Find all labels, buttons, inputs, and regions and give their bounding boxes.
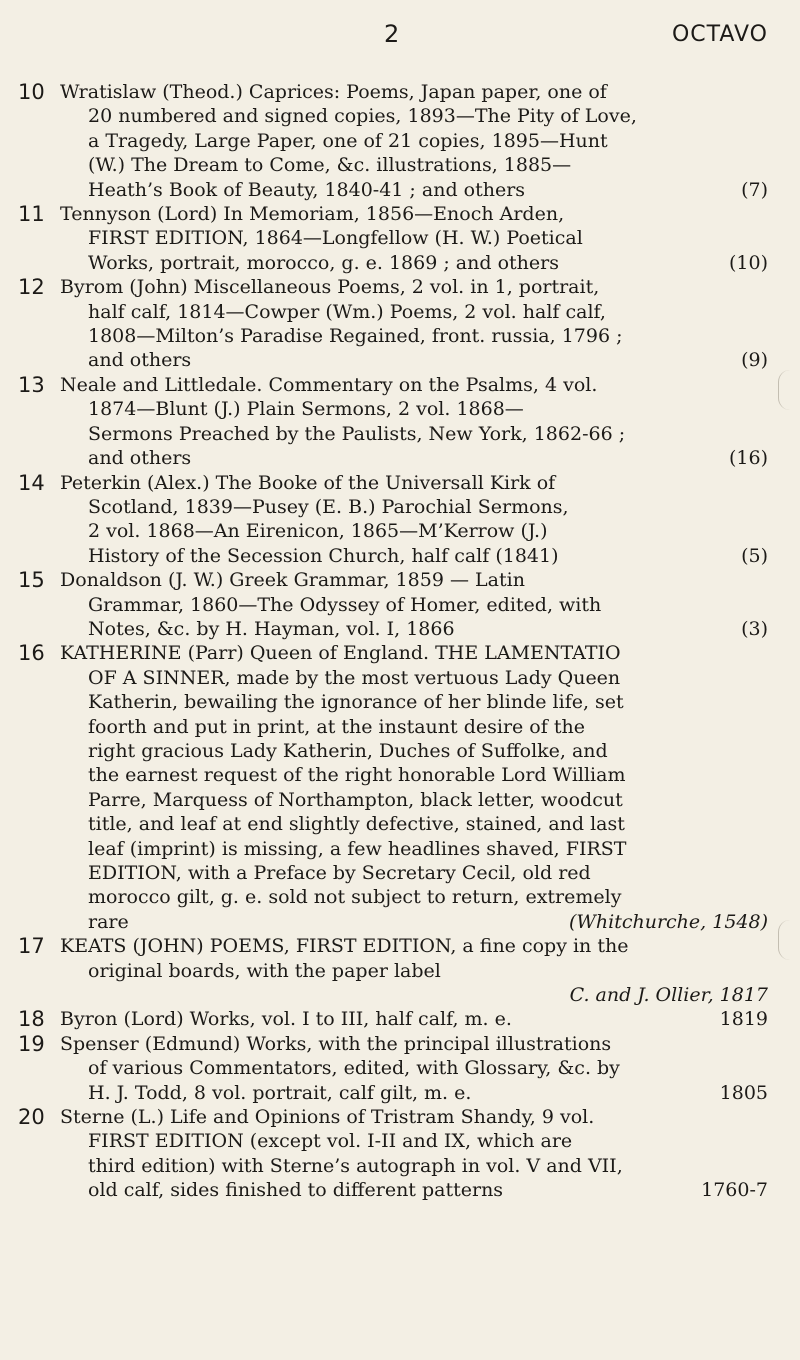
lot-number: 10 [18, 80, 45, 104]
lot-text-line [60, 690, 768, 714]
lot-text: foorth and put in print, at the instaunt desire of the [88, 715, 585, 738]
lot-text: Grammar, 1860—The Odyssey of Homer, edited, with [88, 593, 602, 616]
lot-entry [18, 80, 768, 202]
lot-entry [18, 202, 768, 275]
lot-text: and others [88, 447, 192, 470]
lot-text-line [60, 300, 768, 324]
lot-text: title, and leaf at end slightly defective, stained, and last [88, 813, 625, 836]
lot-text: 2 vol. 1868—An Eirenicon, 1865—M’Kerrow (J.) [88, 520, 548, 543]
lot-text: morocco gilt, g. e. sold not subject to return, extremely [88, 886, 622, 909]
lot-text-line [60, 1178, 768, 1202]
lot-text: FIRST EDITION, 1864—Longfellow (H. W.) Poetical [88, 227, 583, 250]
lot-text: third edition) with Sterne’s autograph in vol. V and VII, [88, 1154, 623, 1177]
lot-count: 1819 [719, 1008, 768, 1031]
lot-text: KATHERINE (Parr) Queen of England. THE LAMENTATIO [60, 642, 621, 665]
lot-text-line [60, 202, 768, 226]
lot-text: History of the Secession Church, half calf (1841) [88, 544, 559, 567]
lot-number: 12 [18, 275, 45, 300]
lot-text: old calf, sides finished to different patterns [88, 1179, 504, 1202]
lot-entry [18, 1105, 768, 1203]
lot-number: 18 [18, 1007, 45, 1032]
lot-text-line [60, 1105, 768, 1129]
lot-text: FIRST EDITION (except vol. I-II and IX, which are [88, 1130, 573, 1153]
lot-text-line [60, 1081, 768, 1105]
section-title: OCTAVO [671, 22, 768, 47]
lot-text: Heath’s Book of Beauty, 1840-41 ; and others [88, 178, 526, 201]
lot-text-line [60, 397, 768, 421]
lot-text: Peterkin (Alex.) The Booke of the Universall Kirk of [60, 471, 556, 494]
lot-number: 15 [18, 568, 45, 593]
lot-text-line [60, 568, 768, 592]
lot-entry [18, 275, 768, 373]
lot-text-line [60, 1032, 768, 1056]
lot-text-line [60, 1056, 768, 1080]
lot-text: Katherin, bewailing the ignorance of her blinde life, set [88, 691, 624, 714]
lot-text-line [60, 422, 768, 446]
lot-text-line [60, 129, 768, 153]
lot-text-line [60, 446, 768, 470]
lot-text-line [60, 226, 768, 250]
lot-text-line [60, 104, 768, 128]
lot-text: Byrom (John) Miscellaneous Poems, 2 vol. in 1, portrait, [60, 276, 600, 299]
lot-text: and others [88, 349, 192, 372]
lot-text-line [60, 959, 768, 983]
page-header [0, 20, 800, 52]
lot-text: original boards, with the paper label [88, 959, 441, 982]
lot-text: Tennyson (Lord) In Memoriam, 1856—Enoch Arden, [60, 203, 565, 226]
lot-count: (3) [741, 617, 768, 640]
lot-text: H. J. Todd, 8 vol. portrait, calf gilt, m. e. [88, 1081, 472, 1104]
lot-text: half calf, 1814—Cowper (Wm.) Poems, 2 vol. half calf, [88, 300, 606, 323]
lot-text-line [60, 788, 768, 812]
lot-text: EDITION, with a Preface by Secretary Cecil, old red [88, 862, 591, 884]
lot-text-line [60, 910, 768, 934]
lot-count: 1805 [719, 1081, 768, 1104]
lot-entry [18, 1007, 768, 1031]
lot-text-line [60, 324, 768, 348]
lot-count: (5) [741, 544, 768, 567]
lot-text: Donaldson (J. W.) Greek Grammar, 1859 — Latin [60, 569, 525, 592]
lot-count: (9) [741, 349, 768, 372]
lot-list [18, 80, 768, 1203]
margin-bracket-mark [778, 370, 793, 410]
lot-entry [18, 471, 768, 569]
lot-text: of various Commentators, edited, with Glossary, &c. by [88, 1057, 620, 1080]
lot-count: (Whitchurche, 1548) [568, 910, 768, 933]
lot-number: 20 [18, 1105, 45, 1130]
lot-text-line [60, 153, 768, 177]
lot-text-line [60, 348, 768, 372]
lot-text: a Tragedy, Large Paper, one of 21 copies, 1895—Hunt [88, 129, 608, 152]
lot-text: Wratislaw (Theod.) Caprices: Poems, Japan paper, one of [60, 81, 607, 103]
lot-number: 13 [18, 372, 45, 397]
lot-text: Works, portrait, morocco, g. e. 1869 ; and others [88, 251, 559, 274]
lot-text-line [60, 1129, 768, 1153]
lot-count: (7) [741, 178, 768, 201]
lot-text-line [60, 275, 768, 299]
lot-text-line [60, 812, 768, 836]
lot-text-line [60, 641, 768, 665]
lot-text: OF A SINNER, made by the most vertuous Lady Queen [88, 666, 621, 689]
margin-bracket-mark [778, 920, 793, 960]
lot-text: 1874—Blunt (J.) Plain Sermons, 2 vol. 1868— [88, 398, 524, 421]
lot-text: Notes, &c. by H. Hayman, vol. I, 1866 [88, 617, 455, 640]
lot-text-line [60, 593, 768, 617]
lot-text: Scotland, 1839—Pusey (E. B.) Parochial Sermons, [88, 495, 569, 518]
lot-text-line [60, 1154, 768, 1178]
lot-text-line [60, 861, 768, 885]
lot-text: (W.) The Dream to Come, &c. illustrations, 1885— [88, 154, 572, 177]
page-number: 2 [384, 20, 400, 48]
lot-text: Parre, Marquess of Northampton, black letter, woodcut [88, 788, 623, 811]
lot-text-line [60, 1007, 768, 1031]
lot-text-line [60, 837, 768, 861]
lot-text-line [60, 885, 768, 909]
lot-entry [18, 373, 768, 471]
lot-text: Spenser (Edmund) Works, with the principal illustrations [60, 1032, 612, 1055]
lot-text-line [60, 763, 768, 787]
lot-text-line [60, 251, 768, 275]
lot-text-line [60, 373, 768, 397]
lot-text: rare [88, 910, 129, 933]
lot-text: the earnest request of the right honorable Lord William [88, 764, 626, 787]
lot-count: (16) [728, 447, 768, 470]
lot-text: leaf (imprint) is missing, a few headlines shaved, FIRST [88, 837, 627, 860]
lot-text-line [60, 739, 768, 763]
lot-entry [18, 568, 768, 641]
lot-text-line [60, 666, 768, 690]
lot-number: 11 [18, 202, 45, 227]
lot-entry [18, 934, 768, 1007]
lot-text-line [60, 544, 768, 568]
lot-entry [18, 1032, 768, 1105]
lot-count: (10) [728, 251, 768, 274]
lot-text-line [60, 80, 768, 104]
lot-text-line [60, 178, 768, 202]
lot-text: Sermons Preached by the Paulists, New York, 1862-66 ; [88, 422, 626, 445]
lot-text: Sterne (L.) Life and Opinions of Tristram Shandy, 9 vol. [60, 1106, 595, 1129]
lot-number: 14 [18, 470, 45, 495]
lot-text-line [60, 471, 768, 495]
lot-text-line [60, 715, 768, 739]
lot-number: 16 [18, 641, 45, 666]
lot-count: 1760-7 [701, 1179, 768, 1202]
lot-text: 1808—Milton’s Paradise Regained, front. russia, 1796 ; [88, 325, 623, 348]
lot-text: 20 numbered and signed copies, 1893—The Pity of Love, [88, 105, 637, 128]
lot-text: KEATS (JOHN) POEMS, FIRST EDITION, a fine copy in the [60, 935, 629, 958]
lot-text: Byron (Lord) Works, vol. I to III, half calf, m. e. [60, 1008, 512, 1031]
lot-number: 19 [18, 1031, 45, 1056]
lot-text-line [60, 495, 768, 519]
lot-text-line [60, 934, 768, 958]
lot-text: Neale and Littledale. Commentary on the Psalms, 4 vol. [60, 373, 598, 396]
lot-text: right gracious Lady Katherin, Duches of Suffolke, and [88, 739, 608, 762]
lot-entry [18, 641, 768, 934]
lot-text-line [60, 519, 768, 543]
lot-imprint-line [60, 983, 768, 1007]
lot-imprint: C. and J. Ollier, 1817 [569, 984, 768, 1007]
lot-number: 17 [18, 934, 45, 959]
lot-text-line [60, 617, 768, 641]
